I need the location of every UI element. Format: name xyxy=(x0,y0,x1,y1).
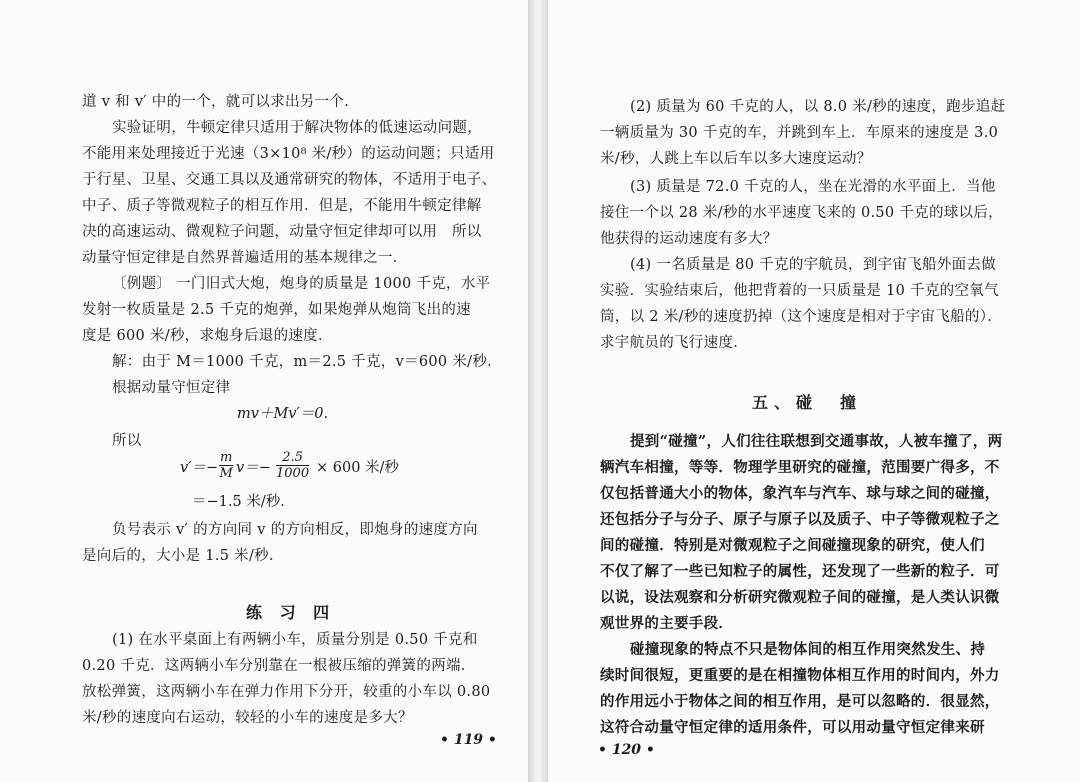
page-number: • 120 • xyxy=(598,742,655,758)
body-line: 提到“碰撞”，人们往往联想到交通事故，人被车撞了，两 xyxy=(630,433,1003,450)
equation-mid: v＝− xyxy=(236,460,271,476)
body-line: 观世界的主要手段． xyxy=(600,615,734,632)
body-line: 续时间很短，更重要的是在相撞物体相互作用的时间内，外力 xyxy=(600,667,1000,684)
equation-rhs: × 600 米/秒 xyxy=(316,460,399,476)
exercise-heading: 练 习 四 xyxy=(246,603,336,622)
body-line: 不仅了解了一些已知粒子的属性，还发现了一些新的粒子．可 xyxy=(600,563,1000,580)
fraction-numerator: m xyxy=(220,450,233,465)
exercise-line: (1) 在水平桌面上有两辆小车，质量分别是 0.50 千克和 xyxy=(112,632,478,648)
fraction-denominator: M xyxy=(219,466,233,481)
equation-result: ＝−1.5 米/秒． xyxy=(192,494,295,510)
body-line: 这符合动量守恒定律的适用条件，可以用动量守恒定律来研 xyxy=(600,719,985,736)
exercise-line: 他获得的运动速度有多大？ xyxy=(600,231,778,247)
text-line: 是向后的，大小是 1.5 米/秒． xyxy=(82,548,284,564)
solution-line: 根据动量守恒定律 xyxy=(112,380,231,396)
exercise-line: (2) 质量为 60 千克的人，以 8.0 米/秒的速度，跑步追赶 xyxy=(630,99,1006,115)
exercise-line: (4) 一名质量是 80 千克的宇航员，到宇宙飞船外面去做 xyxy=(630,257,997,273)
text-line: 负号表示 v′ 的方向同 v 的方向相反，即炮身的速度方向 xyxy=(112,522,478,538)
fraction-numerator: 2.5 xyxy=(276,450,309,466)
solution-line: 解：由于 M＝1000 千克，m＝2.5 千克，v＝600 米/秒． xyxy=(112,354,502,370)
fraction-m-over-M xyxy=(219,450,233,481)
book-gutter xyxy=(528,0,548,782)
body-line: 碰撞现象的特点不只是物体间的相互作用突然发生、持 xyxy=(630,641,986,658)
text-line: 于行星、卫星、交通工具以及通常研究的物体，不适用于电子、 xyxy=(82,172,497,188)
example-line: 发射一枚质量是 2.5 千克的炮弹，如果炮弹从炮筒飞出的速 xyxy=(82,302,471,318)
exercise-line: 米/秒的速度向右运动，较轻的小车的速度是多大？ xyxy=(82,710,413,726)
exercise-line: 筒，以 2 米/秒的速度扔掉（这个速度是相对于宇宙飞船的）． xyxy=(600,309,1003,325)
text-line: 决的高速运动、微观粒子问题，动量守恒定律却可以用 所以 xyxy=(82,224,482,240)
body-line: 以说，设法观察和分析研究微观粒子间的碰撞，是人类认识微 xyxy=(600,589,1000,606)
body-line: 辆汽车相撞，等等．物理学里研究的碰撞，范围要广得多，不 xyxy=(600,459,1000,476)
text-line: 动量守恒定律是自然界普遍适用的基本规律之一． xyxy=(82,250,408,266)
exercise-line: 0.20 千克．这两辆小车分别靠在一根被压缩的弹簧的两端． xyxy=(82,658,476,674)
text-line: 道 v 和 v′ 中的一个，就可以求出另一个. xyxy=(82,94,350,110)
exercise-line: 求宇航员的飞行速度． xyxy=(600,335,748,351)
right-page xyxy=(548,0,1080,782)
body-line: 还包括分子与分子、原子与原子以及质子、中子等微观粒子之 xyxy=(600,511,1000,528)
text-line: 中子、质子等微观粒子的相互作用．但是，不能用牛顿定律解 xyxy=(82,198,482,214)
page-number: • 119 • xyxy=(440,732,497,748)
example-line: 〔例题〕 一门旧式大炮，炮身的质量是 1000 千克，水平 xyxy=(112,276,491,292)
example-line: 度是 600 米/秒，求炮身后退的速度． xyxy=(82,328,333,344)
exercise-line: 接住一个以 28 米/秒的水平速度飞来的 0.50 千克的球以后， xyxy=(600,205,1003,221)
body-line: 的作用远小于物体之间的相互作用，是可以忽略的．很显然， xyxy=(600,693,1000,710)
exercise-line: 实验．实验结束后，他把背着的一只质量是 10 千克的空氧气 xyxy=(600,283,999,299)
body-line: 仅包括普通大小的物体，象汽车与汽车、球与球之间的碰撞， xyxy=(600,485,1000,502)
momentum-equation: mv＋Mv′＝0. xyxy=(237,406,329,422)
equation-lhs: v′＝− xyxy=(180,460,219,476)
exercise-line: 放松弹簧，这两辆小车在弹力作用下分开，较重的小车以 0.80 xyxy=(82,684,491,700)
left-page xyxy=(0,0,528,782)
text-line: 所以 xyxy=(112,433,142,449)
fraction-mass-ratio xyxy=(276,450,309,481)
exercise-line: 一辆质量为 30 千克的车，并跳到车上．车原来的速度是 3.0 xyxy=(600,125,999,141)
exercise-line: 米/秒，人跳上车以后车以多大速度运动？ xyxy=(600,151,872,167)
exercise-line: (3) 质量是 72.0 千克的人，坐在光滑的水平面上．当他 xyxy=(630,179,996,195)
section-heading: 五、碰 撞 xyxy=(752,393,863,412)
fraction-denominator: 1000 xyxy=(276,466,310,481)
text-line: 实验证明，牛顿定律只适用于解决物体的低速运动问题， xyxy=(112,120,482,136)
body-line: 间的碰撞．特别是对微观粒子之间碰撞现象的研究，使人们 xyxy=(600,537,985,554)
text-line: 不能用来处理接近于光速（3×10⁸ 米/秒）的运动问题；只适用 xyxy=(82,146,495,162)
